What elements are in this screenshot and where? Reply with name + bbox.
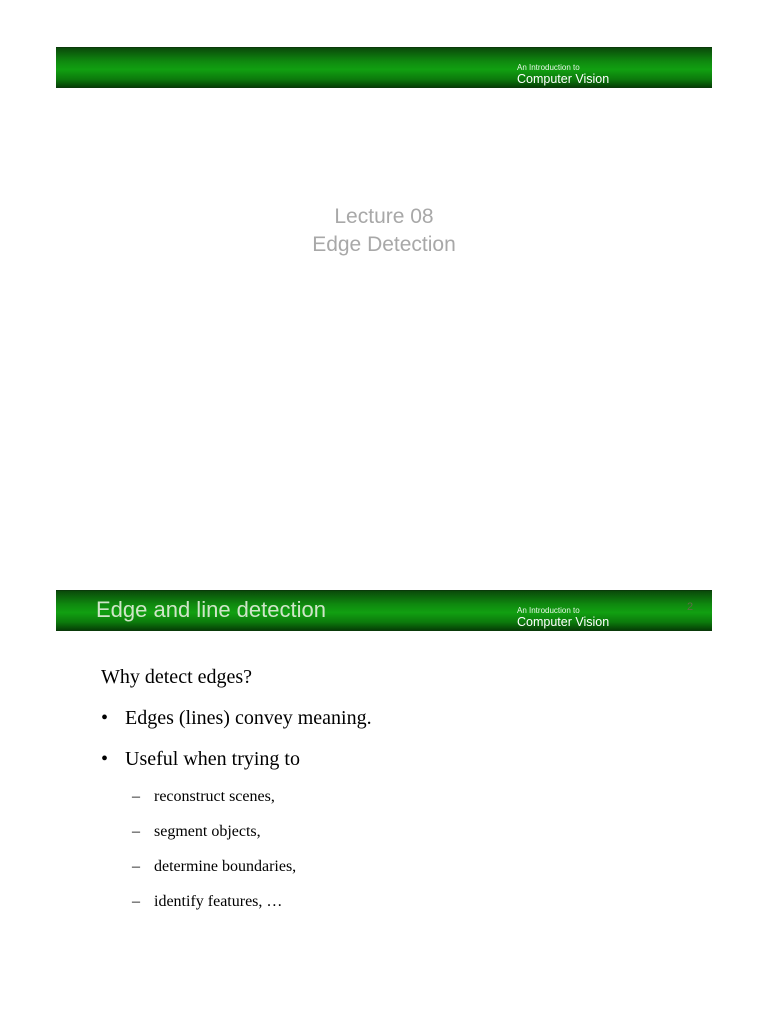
brand-title: Computer Vision — [517, 72, 610, 86]
lecture-topic: Edge Detection — [312, 233, 456, 256]
slide2-body — [101, 664, 372, 927]
sub-bullet-item — [132, 822, 372, 842]
sub-bullet-text: reconstruct scenes, — [154, 788, 275, 805]
bullet-item — [101, 705, 372, 731]
sub-bullet-text: identify features, … — [154, 893, 283, 910]
slide-title: Edge and line detection — [96, 597, 326, 622]
bullet-marker: • — [101, 707, 109, 729]
bullet-text: Edges (lines) convey meaning. — [125, 707, 372, 729]
course-brand — [517, 606, 609, 629]
sub-bullet-marker: – — [132, 893, 140, 910]
sub-bullet-text: determine boundaries, — [154, 858, 297, 875]
sub-bullet-item — [132, 787, 372, 807]
page-number: 2 — [687, 601, 694, 613]
sub-bullet-item — [132, 892, 372, 912]
slide2-header-banner — [56, 590, 712, 631]
bullet-marker: • — [101, 748, 109, 770]
sub-bullet-marker: – — [132, 788, 140, 805]
course-brand — [517, 63, 609, 86]
brand-subtitle: An Introduction to — [517, 606, 580, 615]
sub-bullet-item — [132, 857, 372, 877]
brand-subtitle: An Introduction to — [517, 63, 580, 72]
bullet-text: Useful when trying to — [125, 748, 300, 770]
cover-title — [0, 203, 768, 259]
lecture-number: Lecture 08 — [334, 205, 434, 228]
question-heading: Why detect edges? — [101, 666, 253, 688]
sub-bullet-marker: – — [132, 823, 140, 840]
brand-title: Computer Vision — [517, 615, 610, 629]
slide1-header-banner — [56, 47, 712, 88]
bullet-item — [101, 746, 372, 772]
sub-bullet-text: segment objects, — [154, 823, 261, 840]
sub-bullet-marker: – — [132, 858, 140, 875]
